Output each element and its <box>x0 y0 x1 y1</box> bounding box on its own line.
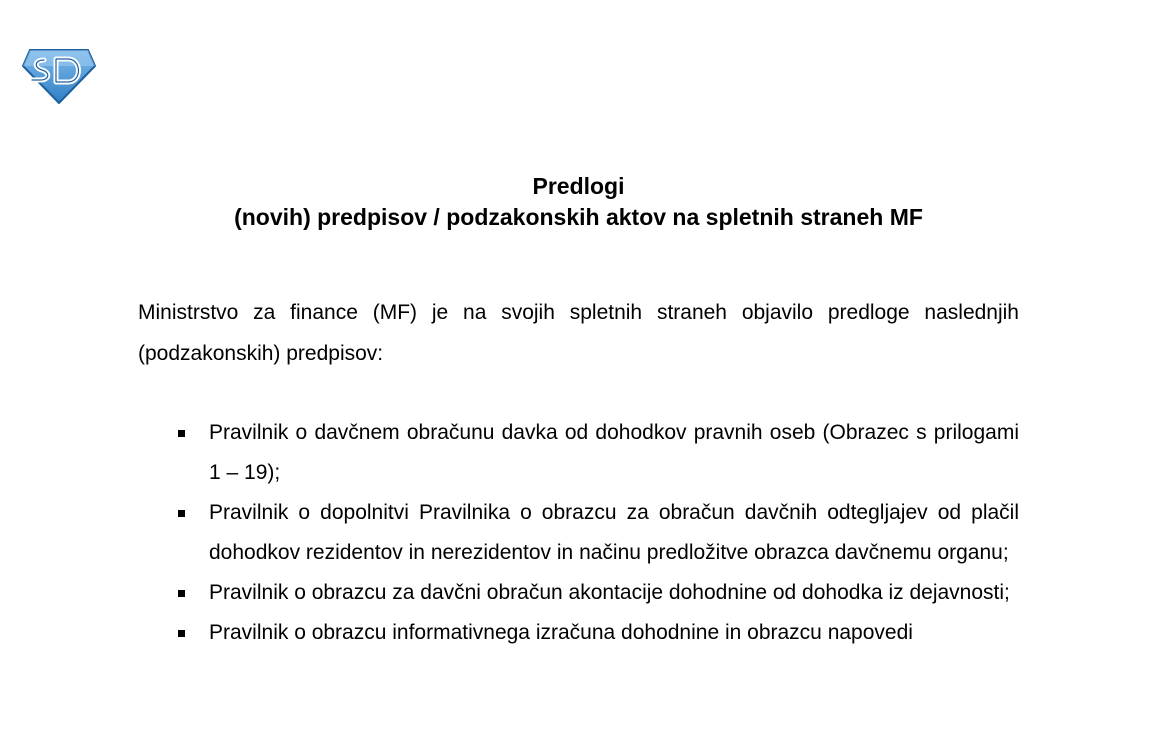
document-title-block <box>0 171 1157 233</box>
list-item-text: Pravilnik o obrazcu za davčni obračun akontacije dohodnine od dohodka iz dejavnosti; <box>209 581 1010 604</box>
list-item-text: Pravilnik o obrazcu informativnega izračuna dohodnine in obrazcu napovedi <box>209 621 913 644</box>
list-item <box>138 613 1019 653</box>
regulations-list <box>138 413 1019 653</box>
list-item <box>138 413 1019 493</box>
document-title: Predlogi <box>532 173 625 199</box>
list-item-text: Pravilnik o davčnem obračunu davka od dohodkov pravnih oseb (Obrazec s prilogami 1 – 19); <box>209 421 1019 484</box>
list-item <box>138 493 1019 573</box>
document-subtitle: (novih) predpisov / podzakonskih aktov na spletnih straneh MF <box>234 204 923 230</box>
square-bullet-icon <box>178 590 185 597</box>
list-item <box>138 573 1019 613</box>
company-logo <box>22 48 96 104</box>
square-bullet-icon <box>178 510 185 517</box>
intro-paragraph: Ministrstvo za finance (MF) je na svojih spletnih straneh objavilo predloge naslednjih (podzakonskih) predpisov: <box>138 301 1019 365</box>
square-bullet-icon <box>178 630 185 637</box>
list-item-text: Pravilnik o dopolnitvi Pravilnika o obrazcu za obračun davčnih odtegljajev od plačil dohodkov rezidentov in nerezidentov in načinu predložitve obrazca davčnemu organu; <box>209 501 1019 564</box>
square-bullet-icon <box>178 430 185 437</box>
